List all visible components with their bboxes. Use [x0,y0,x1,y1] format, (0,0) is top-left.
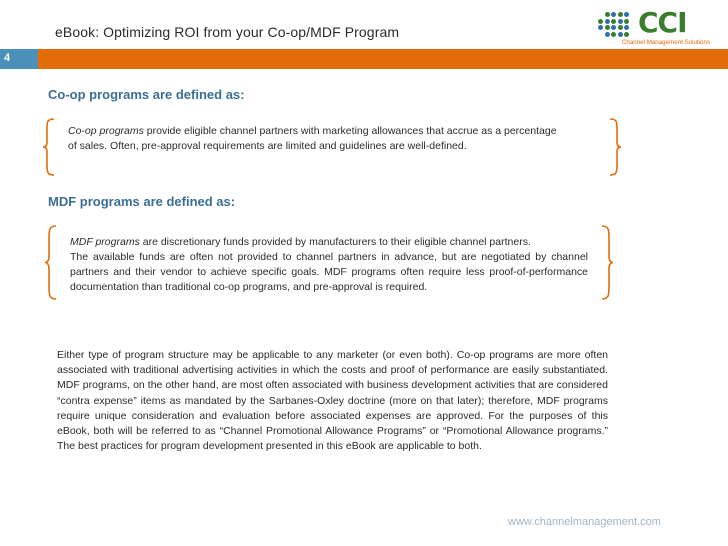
logo-dot [611,12,616,17]
grid-dots-logo-icon [598,12,630,38]
mdf-line-1 [70,235,588,250]
logo-dot [605,25,610,30]
logo-dot [618,25,623,30]
page-number: 4 [0,49,38,69]
logo-dot [598,25,603,30]
right-brace-icon [600,225,614,300]
mdf-definition [70,225,588,295]
right-brace-icon [608,118,622,176]
page-header-bar [0,49,728,69]
logo-subtitle: Channel Management Solutions [621,39,710,46]
mdf-rest: The available funds are often not provided to channel partners in advance, but are negotiated by channel partners and their vendor to achieve specific goals. MDF programs often require less proof-of-performance documentation than traditional co-op programs, and pre-approval is required. [70,251,588,293]
left-brace-icon [44,225,58,300]
logo-dot [611,25,616,30]
coop-heading: Co-op programs are defined as: [48,87,245,102]
mdf-term: MDF programs [70,236,140,248]
body-paragraph: Either type of program structure may be applicable to any marketer (or even both). Co-op programs are more often associated with traditional advertising activities in which the costs and proof of performance are easily substantiated. MDF programs, on the other hand, are most often associated with business development activities that are considered “contra expense” items as mandated by the Sarbanes-Oxley doctrine (more on that later); therefore, MDF programs require unique consideration and evaluation before associated expenses are approved. For the purposes of this eBook, both will be referred to as “Channel Promotional Allowance Programs” or “Promotional Allowance programs.” The best practices for program development presented in this eBook are applicable to both. [57,349,608,453]
mdf-line1-text: are discretionary funds provided by manufacturers to their eligible channel partners. [139,236,531,248]
company-logo [598,8,710,48]
logo-dot [624,19,629,24]
mdf-definition-box [70,225,588,300]
logo-dot [624,25,629,30]
logo-dot [624,32,629,37]
logo-dot [605,19,610,24]
mdf-heading: MDF programs are defined as: [48,194,236,209]
coop-term: Co-op programs [68,125,144,137]
logo-wordmark: CCI [638,6,687,39]
logo-dot [598,19,603,24]
left-brace-icon [42,118,56,176]
logo-dot [624,12,629,17]
logo-dot [618,32,623,37]
coop-line-1 [68,124,596,139]
logo-dot [618,12,623,17]
logo-dot [605,32,610,37]
footer-url[interactable]: www.channelmanagement.com [508,516,661,528]
coop-line1-text: provide eligible channel partners with marketing allowances that accrue as a percentage [143,125,557,137]
logo-dot [611,32,616,37]
document-title: eBook: Optimizing ROI from your Co-op/MDF Program [55,24,400,40]
logo-dot [605,12,610,17]
coop-line-2: of sales. Often, pre-approval requirements are limited and guidelines are well-defined. [68,140,467,152]
logo-dot [618,19,623,24]
logo-dot [611,19,616,24]
orange-rule [38,49,728,69]
coop-definition [68,118,596,154]
coop-definition-box [68,118,596,176]
